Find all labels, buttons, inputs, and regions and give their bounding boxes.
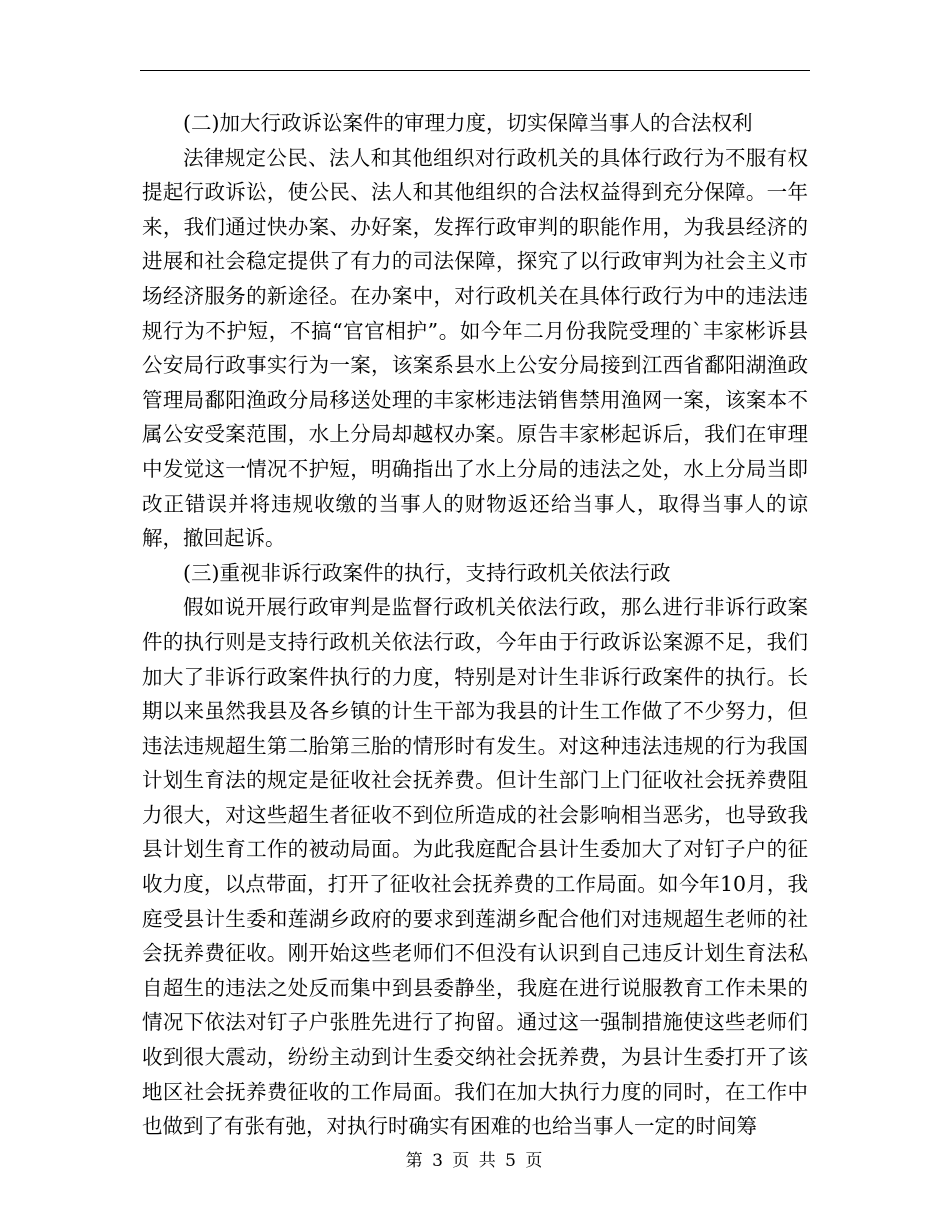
paragraph-non-litigation-enforcement: 假如说开展行政审判是监督行政机关依法行政，那么进行非诉行政案件的执行则是支持行政机关依法行政，今年由于行政诉讼案源不足，我们加大了非诉行政案件执行的力度，特别是对计生非诉行政案件的执行。长期以来虽然我县及各乡镇的计生干部为我县的计生工作做了不少努力，但违法违规超生第二胎第三胎的情形时有发生。对这种违法违规的行为我国计划生育法的规定是征收社会抚养费。但计生部门上门征收社会抚养费阻力很大，对这些超生者征收不到位所造成的社会影响相当恶劣，也导致我县计划生育工作的被动局面。为此我庭配合县计生委加大了对钉子户的征收力度，以点带面，打开了征收社会抚养费的工作局面。如今年10月，我庭受县计生委和莲湖乡政府的要求到莲湖乡配合他们对违规超生老师的社会抚养费征收。刚开始这些老师们不但没有认识到自己违反计划生育法私自超生的违法之处反而集中到县委静坐，我庭在进行说服教育工作未果的情况下依法对钉子户张胜先进行了拘留。通过这一强制措施使这些老师们收到很大震动，纷纷主动到计生委交纳社会抚养费，为县计生委打开了该地区社会抚养费征收的工作局面。我们在加大执行力度的同时，在工作中也做到了有张有弛，对执行时确实有困难的也给当事人一定的时间筹 — [142, 595, 808, 1139]
document-body — [142, 106, 808, 1144]
page-number: 第 3 页 共 5 页 — [405, 1151, 545, 1171]
paragraph-administrative-litigation: 法律规定公民、法人和其他组织对行政机关的具体行政行为不服有权提起行政诉讼，使公民、法人和其他组织的合法权益得到充分保障。一年来，我们通过快办案、办好案，发挥行政审判的职能作用，为我县经济的进展和社会稳定提供了有力的司法保障，探究了以行政审判为社会主义市场经济服务的新途径。在办案中，对行政机关在具体行政行为中的违法违规行为不护短，不搞“官官相护”。如今年二月份我院受理的`丰家彬诉县公安局行政事实行为一案，该案系县水上公安分局接到江西省鄱阳湖渔政管理局鄱阳渔政分局移送处理的丰家彬违法销售禁用渔网一案，该案本不属公安受案范围，水上分局却越权办案。原告丰家彬起诉后，我们在审理中发觉这一情况不护短，明确指出了水上分局的违法之处，水上分局当即改正错误并将违规收缴的当事人的财物返还给当事人，取得当事人的谅解，撤回起诉。 — [142, 145, 808, 551]
section-heading-3: (三)重视非诉行政案件的执行，支持行政机关依法行政 — [183, 560, 671, 585]
section-heading-2: (二)加大行政诉讼案件的审理力度，切实保障当事人的合法权利 — [183, 111, 753, 135]
header-rule — [140, 70, 810, 71]
